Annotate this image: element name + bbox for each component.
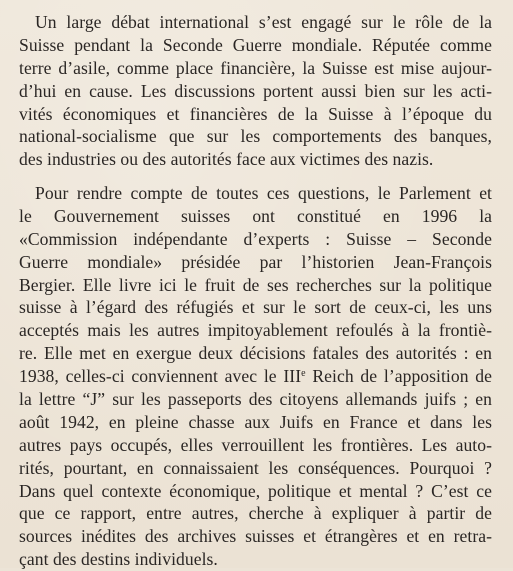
text-line: Pour rendre compte de toutes ces questions, le Parlement et xyxy=(35,183,492,203)
text-line: suisse à l’égard des réfugiés et sur le sort de ceux-ci, les uns xyxy=(19,297,492,318)
text-fragment: 1938, celles-ci conviennent avec le III xyxy=(19,366,302,387)
text-line: rités, pourtant, en connaissaient les conséquences. Pourquoi ? xyxy=(19,457,492,478)
text-line: autres pays occupés, elles verrouillent les frontières. Les auto- xyxy=(19,434,492,455)
text-line: acceptés mais les autres impitoyablement refoulés à la frontiè- xyxy=(19,320,492,341)
text-line: d’hui en cause. Les discussions portent aussi bien sur les acti- xyxy=(19,80,492,101)
text-line: Bergier. Elle livre ici le fruit de ses recherches sur la politique xyxy=(19,274,492,295)
text-line: la lettre “J” sur les passeports des citoyens allemands juifs ; en xyxy=(19,389,492,410)
text-line: re. Elle met en exergue deux décisions fatales des autorités : en xyxy=(19,343,492,364)
text-line: çant des destins individuels. xyxy=(19,549,218,570)
superscript: e xyxy=(301,368,306,380)
text-fragment: Reich de l’apposition de xyxy=(305,366,492,387)
text-line: des industries ou des autorités face aux victimes des nazis. xyxy=(19,149,434,170)
text-line: terre d’asile, comme place financière, la Suisse est mise aujour- xyxy=(19,57,492,78)
text-line: Guerre mondiale» présidée par l’historien Jean-François xyxy=(19,251,492,272)
paragraph-2 xyxy=(19,182,492,571)
text-line: Un large débat international s’est engagé sur le rôle de la xyxy=(35,12,492,32)
text-line: août 1942, en pleine chasse aux Juifs en France et dans les xyxy=(19,411,492,432)
text-line: Suisse pendant la Seconde Guerre mondiale. Réputée comme xyxy=(19,34,492,55)
text-line: le Gouvernement suisses ont constitué en 1996 la xyxy=(19,205,492,226)
text-line: sources inédites des archives suisses et étrangères et en retra- xyxy=(19,526,492,547)
paragraph-1 xyxy=(19,11,492,171)
text-line: «Commission indépendante d’experts : Suisse – Seconde xyxy=(19,228,492,249)
text-line: vités économiques et financières de la Suisse à l’époque du xyxy=(19,103,492,124)
text-line xyxy=(19,365,492,388)
text-line: national-socialisme que sur les comportements des banques, xyxy=(19,126,492,147)
text-line: Dans quel contexte économique, politique et mental ? C’est ce xyxy=(19,480,492,501)
text-line: que ce rapport, entre autres, cherche à expliquer à partir de xyxy=(19,503,492,524)
